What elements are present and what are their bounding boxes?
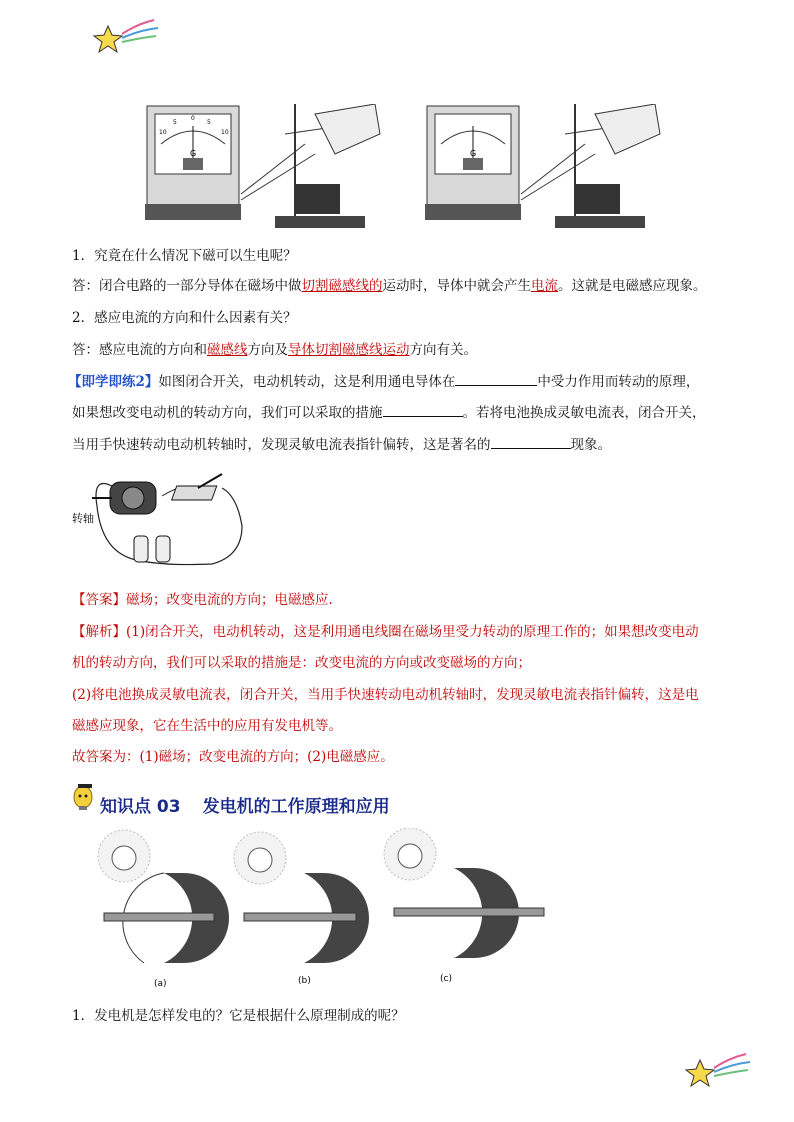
answer-1-underline-2: 电流 [531,278,558,294]
answer-line: 【答案】磁场；改变电流的方向；电磁感应. [72,592,333,608]
exercise-line-2 [72,402,706,423]
answer-1 [72,276,707,296]
galv-tick-1: 5 [173,119,177,126]
motor-axis-label: 转轴 [72,512,94,525]
analysis-line-1: 【解析】(1)闭合开关，电动机转动，这是利用通电线圈在磁场里受力转动的原理工作的；如果想改变电动 [72,624,699,640]
magnet-n-c: N [450,946,458,957]
exercise-l1b: 中受力作用而转动的原理， [537,374,700,390]
section-title: 发电机的工作原理和应用 [202,797,390,817]
answer-1-post: 。这就是电磁感应现象。 [558,278,707,294]
question-1: 1．究竟在什么情况下磁可以生电呢？ [72,248,297,264]
answer-2-mid: 方向及 [247,342,288,358]
magnet-s-c: S [460,878,467,889]
blank-1[interactable] [455,371,537,386]
galv-tick-0: 10 [159,129,167,136]
star-decoration-top [92,16,162,60]
question-last: 1．发电机是怎样发电的？它是根据什么原理制成的呢？ [72,1008,405,1024]
exercise-line-1 [68,371,699,392]
magnet-n-a: N [160,952,168,963]
magnet-s-b: S [310,882,317,893]
answer-1-mid: 运动时，导体中就会产生 [382,278,531,294]
exercise-l2a: 如果想改变电动机的转动方向，我们可以采取的措施 [72,405,383,421]
fig-label-c: (c) [440,974,452,984]
analysis-line-5: 故答案为：(1)磁场；改变电流的方向；(2)电磁感应。 [72,749,394,765]
magnet-s-a: S [170,882,177,893]
exercise-line-3 [72,434,611,455]
answer-2-underline-1: 磁感线 [207,342,248,358]
answer-2 [72,340,477,360]
analysis-line-2: 机的转动方向，我们可以采取的措施是：改变电流的方向或改变磁场的方向； [72,655,531,671]
galv-tick-2: 0 [191,115,195,122]
star-decoration-bottom [684,1050,754,1094]
bulb-icon [70,782,98,812]
experiment-figure-left [145,104,385,238]
magnet-n-b: N [300,952,308,963]
motor-circuit-figure [72,466,252,576]
fig-label-b: (b) [298,976,311,986]
generator-figure [84,828,558,998]
galv-tick-4: 10 [221,129,229,136]
experiment-figure-right [425,104,665,238]
exercise-l3a: 当用手快速转动电动机转轴时，发现灵敏电流表指针偏转，这是著名的 [72,437,491,453]
generator-b [234,832,369,986]
answer-2-underline-2: 导体切割磁感线运动 [288,342,410,358]
exercise-l1a: 如图闭合开关，电动机转动，这是利用通电导体在 [158,374,456,390]
blank-2[interactable] [383,402,463,417]
answer-1-pre: 答：闭合电路的一部分导体在磁场中做 [72,278,302,294]
exercise-tag: 【即学即练2】 [68,374,159,390]
exercise-l2b: 。若将电池换成灵敏电流表，闭合开关， [462,405,706,421]
answer-1-underline-1: 切割磁感线的 [301,278,383,294]
blank-3[interactable] [491,434,571,449]
galv-tick-3: 5 [207,119,211,126]
question-2: 2．感应电流的方向和什么因素有关？ [72,310,297,326]
section-number: 知识点 03 [100,797,181,817]
analysis-line-3: (2)将电池换成灵敏电流表，闭合开关，当用手快速转动电动机转轴时，发现灵敏电流表指针偏转，这是电 [72,687,699,703]
galv-mark-right: G [470,149,477,158]
exercise-l3b: 现象。 [570,437,611,453]
answer-2-post: 方向有关。 [409,342,477,358]
generator-c [384,828,544,984]
fig-label-a: (a) [154,979,167,989]
answer-2-pre: 答：感应电流的方向和 [72,342,207,358]
generator-a [98,830,229,989]
analysis-line-4: 磁感应现象，它在生活中的应用有发电机等。 [72,718,342,734]
section-heading [100,792,390,817]
galv-mark-left: G [190,149,197,158]
